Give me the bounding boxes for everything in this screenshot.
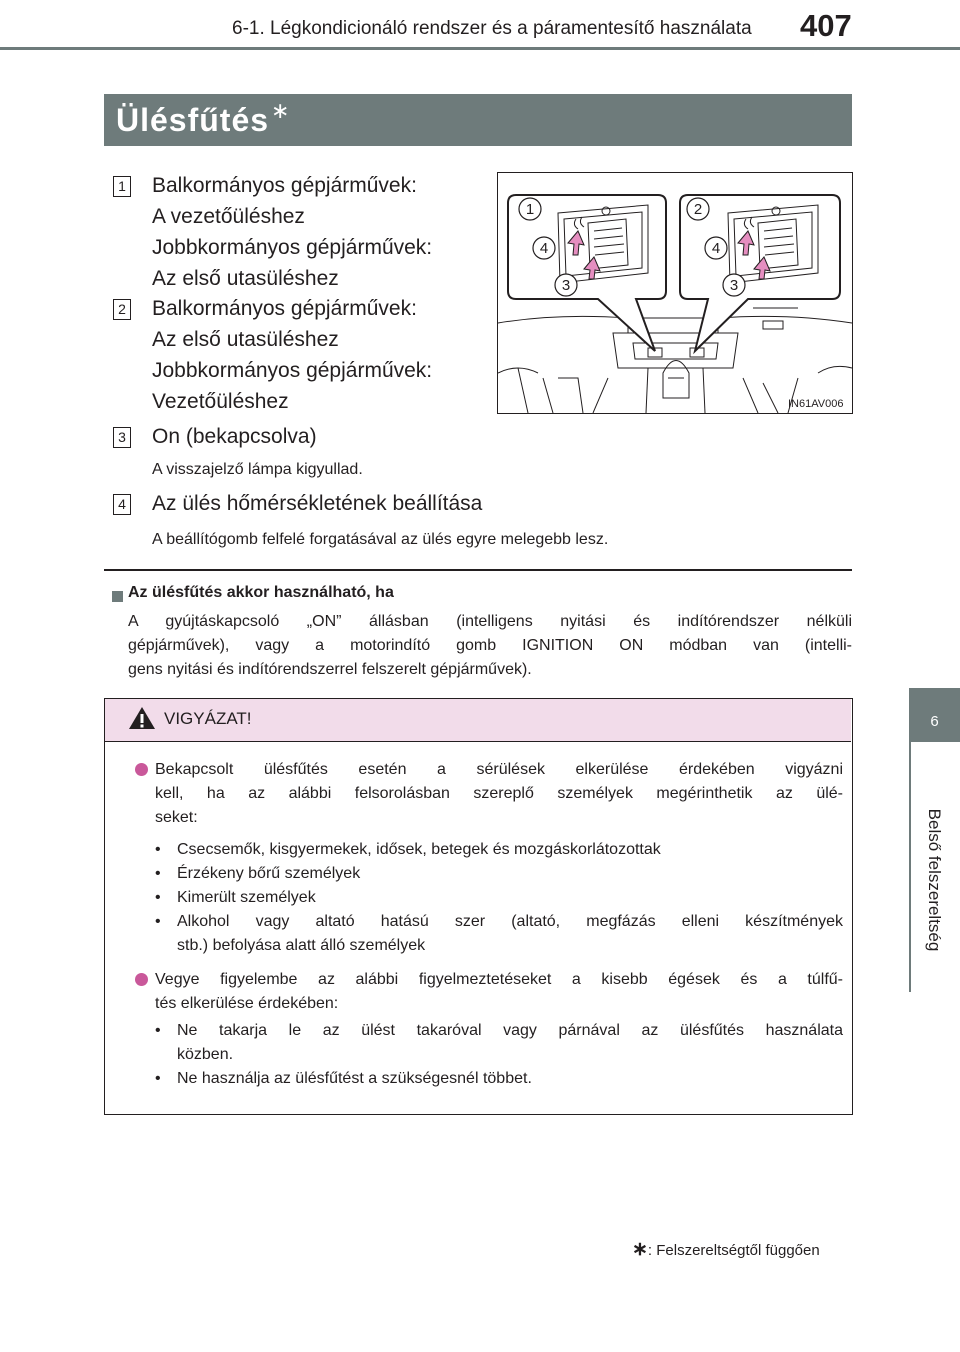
chapter-tab-rule	[909, 742, 911, 992]
figure-callout-4-left-label: 4	[539, 240, 549, 257]
item-3-desc: A visszajelző lámpa kigyullad.	[152, 461, 363, 478]
seat-heater-illustration	[497, 172, 853, 414]
figure-callout-4-right-label: 4	[711, 240, 721, 257]
footnote: ∗: Felszereltségtől függően	[632, 1239, 820, 1260]
figure-callout-3-right-label: 3	[729, 277, 739, 294]
warning-sublist-2	[155, 1019, 843, 1091]
item-1-text: Balkormányos gépjárművek: A vezetőüléshez Jobbkormányos gépjárművek: Az első utasüléshez	[152, 174, 433, 290]
warning-sublist-1	[155, 838, 843, 958]
figure-callout-2-label: 2	[693, 201, 703, 218]
list-item: • Ne használja az ülésfűtést a szükségesnél többet.	[155, 1070, 532, 1087]
item-3-title: On (bekapcsolva)	[152, 425, 317, 448]
note-heading: Az ülésfűtés akkor használható, ha	[128, 584, 394, 601]
dashboard-drawing	[498, 173, 852, 413]
warning-bullet-1	[135, 763, 148, 776]
chapter-tab-label: Belső felszereltség	[925, 808, 944, 952]
list-item: • Ne takarja le az ülést takaróval vagy párnával az ülésfűtés használata közben.	[155, 1022, 843, 1063]
figure-code: IN61AV006	[788, 398, 844, 410]
callout-number-1: 1	[113, 176, 131, 197]
figure-callout-3-left-label: 3	[561, 277, 571, 294]
page-number: 407	[800, 8, 852, 43]
note-square-bullet	[112, 591, 123, 602]
warning-bullet-2-text: Vegye figyelembe az alábbi figyelmeztetéseket a kisebb égések és a túlfű- tés elkerülése érdekében:	[155, 971, 843, 1012]
figure-callout-1-label: 1	[525, 201, 535, 218]
asterisk-marker: ∗	[271, 98, 291, 123]
item-4-desc: A beállítógomb felfelé forgatásával az ülés egyre melegebb lesz.	[152, 531, 609, 548]
section-title: Ülésfűtés∗	[116, 98, 291, 138]
callout-number-2: 2	[113, 299, 131, 320]
callout-number-4: 4	[113, 494, 131, 515]
item-2-text: Balkormányos gépjárművek: Az első utasüléshez Jobbkormányos gépjárművek: Vezetőüléshez	[152, 297, 433, 413]
callout-number-3: 3	[113, 427, 131, 448]
footnote-asterisk: ∗	[632, 1239, 648, 1260]
list-item: • Kimerült személyek	[155, 889, 316, 906]
list-item: • Alkohol vagy altató hatású szer (altató, megfázás elleni készítmények stb.) befolyása alatt álló személyek	[155, 913, 843, 954]
item-4-title: Az ülés hőmérsékletének beállítása	[152, 492, 483, 515]
list-item: • Érzékeny bőrű személyek	[155, 865, 361, 882]
chapter-tab-number: 6	[930, 713, 939, 730]
section-divider	[104, 569, 852, 571]
warning-bullet-1-text: Bekapcsolt ülésfűtés esetén a sérülések elkerülése érdekében vigyázni kell, ha az alábbi felsorolásban szereplő személyek megérinthetik az ülé- seket:	[155, 761, 843, 826]
header-rule	[0, 47, 960, 50]
chapter-title: 6-1. Légkondicionáló rendszer és a páramentesítő használata	[232, 18, 752, 39]
list-item: • Csecsemők, kisgyermekek, idősek, betegek és mozgáskorlátozottak	[155, 841, 661, 858]
warning-title: VIGYÁZAT!	[164, 709, 252, 728]
note-text: A gyújtáskapcsoló „ON” állásban (intelligens nyitási és indítórendszer nélküli gépjárművek), vagy a motorindító gomb IGNITION ON módban van (intelli- gens nyitási és indítórendszerrel felszerelt gépjárművek).	[128, 613, 852, 678]
warning-icon	[128, 705, 156, 731]
warning-bullet-2	[135, 973, 148, 986]
